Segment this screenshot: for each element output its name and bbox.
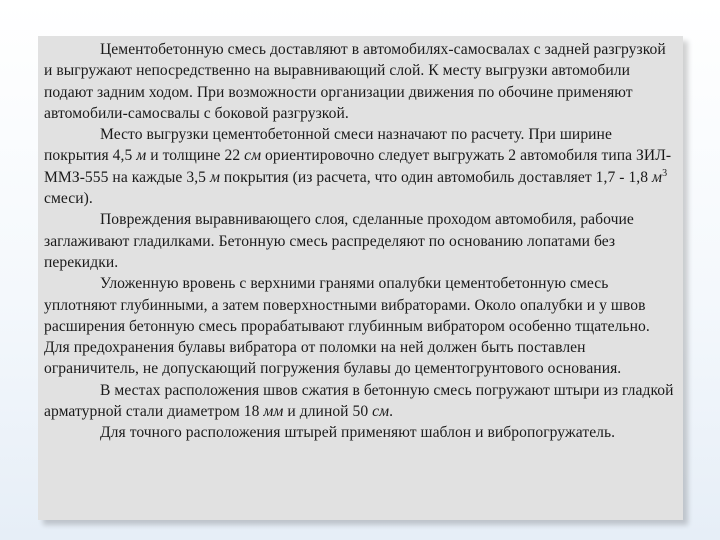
unit-text: м	[136, 147, 147, 165]
paragraph	[44, 209, 677, 273]
paragraph	[44, 422, 677, 443]
text-run: покрытия (из расчета, что один автомобиль доставляет 1,7 - 1,8	[219, 168, 653, 186]
text-run: Цементобетонную смесь доставляют в автомобилях-самосвалах с задней разгрузкой и выгружают непосредственно на выравнивающий слой. К месту выгрузки автомобили подают задним ходом. При возможности организации движения по обочине применяют автомобили-самосвалы с боковой разгрузкой.	[44, 41, 666, 122]
paragraph	[44, 380, 677, 423]
paragraph	[44, 39, 677, 124]
text-run: смеси).	[44, 190, 93, 208]
paragraph	[44, 124, 677, 209]
text-run: Место выгрузки цементобетонной смеси назначают по расчету. При ширине покрытия 4,5	[44, 126, 612, 165]
unit-text: м	[652, 168, 663, 186]
text-run: Повреждения выравнивающего слоя, сделанные проходом автомобиля, рабочие заглаживают гладилками. Бетонную смесь распределяют по основанию лопатами без перекидки.	[44, 211, 634, 271]
text-run: ориентировочно следует выгружать 2 автомобиля типа ЗИЛ-ММЗ-555 на каждые 3,5	[44, 147, 672, 186]
text-box	[38, 36, 683, 520]
text-run: и толщине 22	[146, 147, 245, 165]
unit-text: см	[244, 147, 262, 165]
text-run: В местах расположения швов сжатия в бетонную смесь погружают штыри из гладкой арматурной стали диаметром 18	[44, 381, 674, 421]
superscript: 3	[662, 167, 668, 179]
unit-text: м	[209, 168, 220, 186]
text-run: .	[389, 403, 394, 421]
paragraph	[44, 273, 677, 379]
unit-text: см	[372, 403, 390, 421]
text-run: и длиной 50	[283, 403, 373, 421]
unit-text: мм	[263, 403, 284, 421]
text-run: Для точного расположения штырей применяют шаблон и вибропогружатель.	[100, 424, 616, 442]
text-run: Уложенную вровень с верхними гранями опалубки цементобетонную смесь уплотняют глубинными, а затем поверхностными вибраторами. Около опалубки и у швов расширения бетонную смесь прорабатывают глубинным вибратором особенно тщательно. Для предохранения булавы вибратора от поломки на ней должен быть поставлен ограничитель, не допускающий погружения булавы до цементогрунтового основания.	[44, 275, 650, 378]
